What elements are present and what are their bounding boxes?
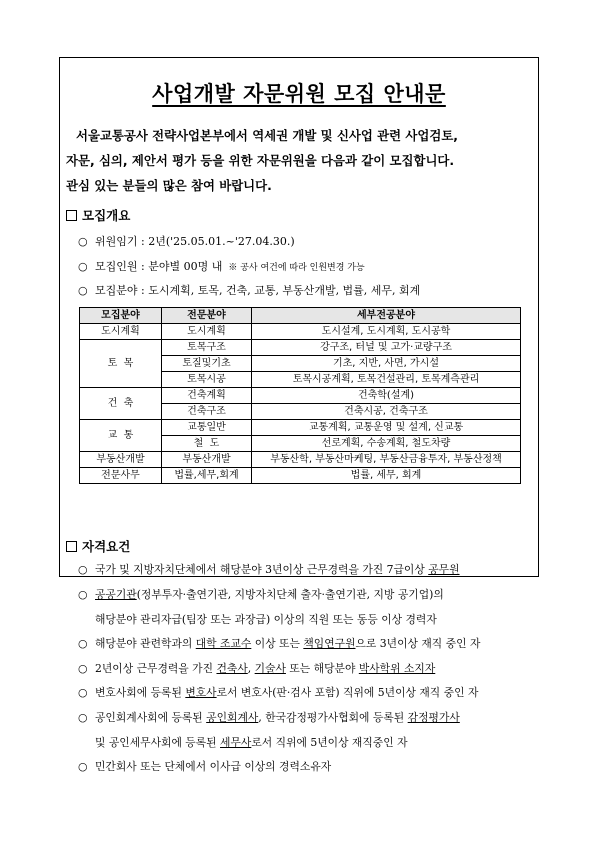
field-cell: 교통일반 bbox=[162, 420, 252, 436]
qualification-item-continued bbox=[95, 612, 437, 627]
group-cell: 교 통 bbox=[80, 420, 162, 452]
qual-highlight: 공공기관 bbox=[95, 588, 137, 601]
qual-highlight: 감정평가사 bbox=[407, 711, 460, 724]
overview-heading-text: 모집개요 bbox=[82, 208, 131, 223]
qualification-item-continued bbox=[95, 735, 408, 750]
table-row bbox=[80, 420, 521, 436]
group-cell: 도시계획 bbox=[80, 324, 162, 340]
qual-highlight: 변호사 bbox=[185, 686, 217, 699]
field-cell: 토목구조 bbox=[162, 340, 252, 356]
qualification-item bbox=[78, 685, 478, 700]
recruitment-fields-table bbox=[79, 307, 521, 484]
detail-cell: 도시설계, 도시계획, 도시공학 bbox=[252, 324, 521, 340]
qual-text: 로서 변호사(판·검사 포함) 직위에 5년이상 재직 중인 자 bbox=[216, 686, 479, 699]
qual-highlight: 세무사 bbox=[220, 736, 252, 749]
field-cell: 건축구조 bbox=[162, 404, 252, 420]
qual-text: 해당분야 관련학과의 bbox=[95, 637, 196, 650]
detail-cell: 부동산학, 부동산마케팅, 부동산금융투자, 부동산정책 bbox=[252, 452, 521, 468]
qual-highlight: 공무원 bbox=[428, 563, 460, 576]
detail-cell: 선로계획, 수송계획, 철도차량 bbox=[252, 436, 521, 452]
field-cell: 도시계획 bbox=[162, 324, 252, 340]
circle-bullet-icon: ○ bbox=[78, 637, 88, 650]
qualification-item bbox=[78, 661, 435, 676]
table-header-row bbox=[80, 308, 521, 324]
intro-paragraph bbox=[66, 123, 534, 198]
field-cell: 토목시공 bbox=[162, 372, 252, 388]
qual-text: 및 공인세무사회에 등록된 bbox=[95, 736, 221, 749]
table-header-cell: 세부전공분야 bbox=[252, 308, 521, 324]
circle-bullet-icon: ○ bbox=[78, 284, 88, 297]
detail-cell: 강구조, 터널 및 고가·교량구조 bbox=[252, 340, 521, 356]
circle-bullet-icon: ○ bbox=[78, 588, 88, 601]
circle-bullet-icon: ○ bbox=[78, 662, 88, 675]
detail-cell: 건축학(설계) bbox=[252, 388, 521, 404]
qual-highlight: 기술사 bbox=[254, 662, 286, 675]
detail-cell: 건축시공, 건축구조 bbox=[252, 404, 521, 420]
group-cell: 부동산개발 bbox=[80, 452, 162, 468]
field-cell: 법률,세무,회계 bbox=[162, 468, 252, 484]
circle-bullet-icon: ○ bbox=[78, 235, 88, 248]
table-row bbox=[80, 388, 521, 404]
field-cell: 토질및기초 bbox=[162, 356, 252, 372]
qualifications-heading-text: 자격요건 bbox=[82, 539, 131, 554]
table-row bbox=[80, 324, 521, 340]
intro-line: 자문, 심의, 제안서 평가 등을 위한 자문위원을 다음과 같이 모집합니다. bbox=[66, 153, 455, 168]
circle-bullet-icon: ○ bbox=[78, 260, 88, 273]
overview-item-term bbox=[78, 233, 295, 249]
field-cell: 부동산개발 bbox=[162, 452, 252, 468]
qual-text: 으로 3년이상 재직 중인 자 bbox=[355, 637, 481, 650]
qual-text: , bbox=[247, 662, 255, 675]
qual-highlight: 공인회계사 bbox=[206, 711, 259, 724]
square-bullet-icon bbox=[66, 210, 77, 221]
qual-text: (정부투자·출연기관, 지방자치단체 출자·출연기관, 지방 공기업)의 bbox=[136, 588, 444, 601]
circle-bullet-icon: ○ bbox=[78, 563, 88, 576]
qual-text: 로서 직위에 5년이상 재직중인 자 bbox=[251, 736, 408, 749]
overview-item-count bbox=[78, 258, 365, 274]
item-label: 위원임기 : bbox=[95, 235, 149, 248]
qual-text: 공인회계사회에 등록된 bbox=[95, 711, 207, 724]
item-value: 분야별 00명 내 bbox=[148, 260, 223, 273]
qual-text: 변호사회에 등록된 bbox=[95, 686, 186, 699]
item-label: 모집인원 : bbox=[95, 260, 149, 273]
intro-line: 관심 있는 분들의 많은 참여 바랍니다. bbox=[66, 178, 272, 193]
qual-highlight: 건축사 bbox=[216, 662, 248, 675]
page-title: 사업개발 자문위원 모집 안내문 bbox=[152, 82, 446, 106]
qualification-item bbox=[78, 562, 460, 577]
group-cell: 전문사무 bbox=[80, 468, 162, 484]
group-cell: 건 축 bbox=[80, 388, 162, 420]
table-row bbox=[80, 452, 521, 468]
item-value: 도시계획, 토목, 건축, 교통, 부동산개발, 법률, 세무, 회계 bbox=[148, 284, 421, 297]
overview-item-fields bbox=[78, 282, 420, 298]
detail-cell: 교통계획, 교통운영 및 설계, 신교통 bbox=[252, 420, 521, 436]
qual-text: 또는 해당분야 bbox=[285, 662, 359, 675]
qual-text: 민간회사 또는 단체에서 이사급 이상의 경력소유자 bbox=[95, 760, 332, 773]
qual-highlight: 책임연구원 bbox=[303, 637, 356, 650]
detail-cell: 토목시공계획, 토목건설관리, 토목계측관리 bbox=[252, 372, 521, 388]
table-header-cell: 전문분야 bbox=[162, 308, 252, 324]
qual-highlight: 대학 조교수 bbox=[195, 637, 252, 650]
group-cell: 토 목 bbox=[80, 340, 162, 388]
qualification-item bbox=[78, 587, 444, 602]
item-value: 2년('25.05.01.~'27.04.30.) bbox=[148, 235, 295, 248]
qual-text: 국가 및 지방자치단체에서 해당분야 3년이상 근무경력을 가진 7급이상 bbox=[95, 563, 429, 576]
circle-bullet-icon: ○ bbox=[78, 686, 88, 699]
table-row bbox=[80, 340, 521, 356]
table-header-cell: 모집분야 bbox=[80, 308, 162, 324]
qualification-item bbox=[78, 636, 480, 651]
item-label: 모집분야 : bbox=[95, 284, 149, 297]
qual-text: , 한국감정평가사협회에 등록된 bbox=[258, 711, 408, 724]
circle-bullet-icon: ○ bbox=[78, 711, 88, 724]
overview-heading bbox=[66, 206, 130, 224]
square-bullet-icon bbox=[66, 541, 77, 552]
circle-bullet-icon: ○ bbox=[78, 760, 88, 773]
intro-line: 서울교통공사 전략사업본부에서 역세권 개발 및 신사업 관련 사업검토, bbox=[76, 128, 459, 143]
qual-text: 해당분야 관리자급(팀장 또는 과장급) 이상의 직원 또는 동등 이상 경력자 bbox=[95, 613, 437, 626]
qual-highlight: 박사학위 소지자 bbox=[358, 662, 436, 675]
field-cell: 건축계획 bbox=[162, 388, 252, 404]
qualifications-heading bbox=[66, 537, 130, 555]
qual-text: 이상 또는 bbox=[251, 637, 304, 650]
detail-cell: 기초, 지반, 사면, 가시설 bbox=[252, 356, 521, 372]
qual-text: 2년이상 근무경력을 가진 bbox=[95, 662, 217, 675]
item-note: ※ 공사 여건에 따라 인원변경 가능 bbox=[228, 263, 365, 273]
qualification-item bbox=[78, 710, 460, 725]
detail-cell: 법률, 세무, 회계 bbox=[252, 468, 521, 484]
qualification-item bbox=[78, 759, 331, 774]
field-cell: 철 도 bbox=[162, 436, 252, 452]
table-row bbox=[80, 468, 521, 484]
